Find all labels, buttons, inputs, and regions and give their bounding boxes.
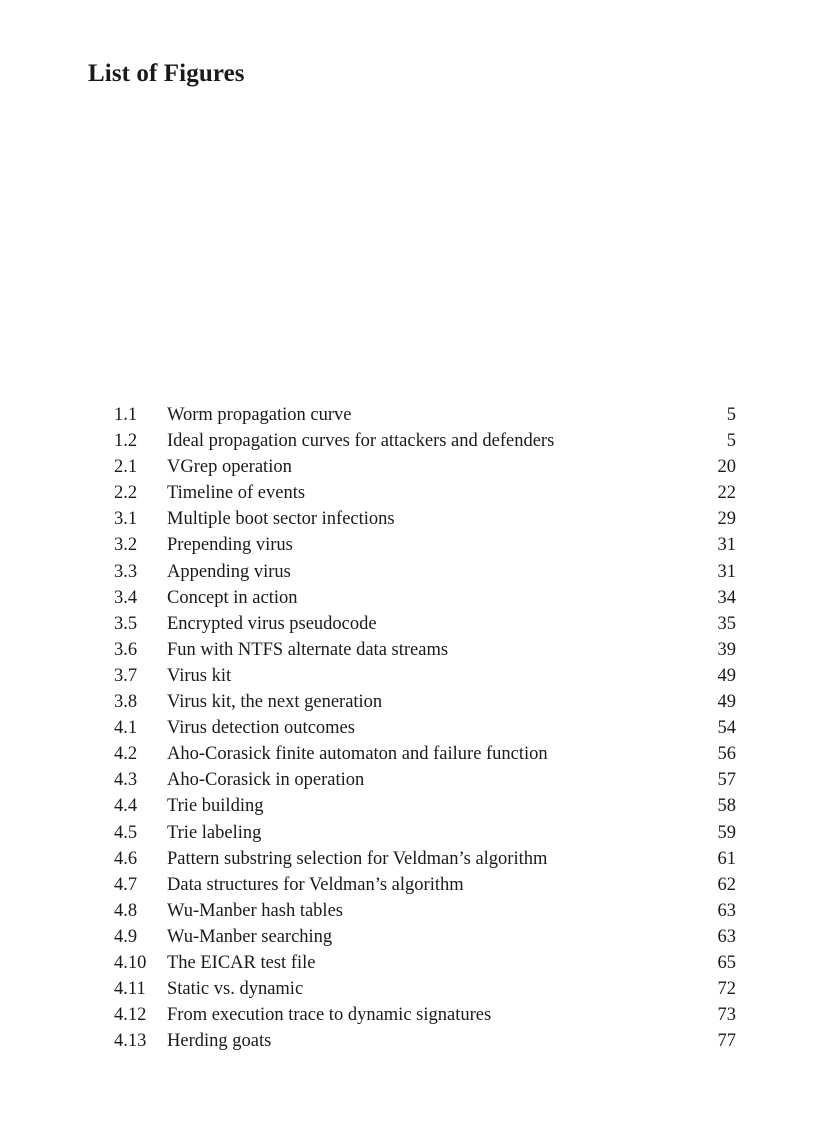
figure-page-number: 49 bbox=[717, 692, 736, 713]
figure-number: 2.2 bbox=[114, 483, 138, 504]
figure-page-number: 62 bbox=[717, 874, 736, 895]
figure-title: Multiple boot sector infections bbox=[167, 509, 395, 530]
figure-title: Wu-Manber searching bbox=[167, 926, 333, 947]
figure-page-number: 72 bbox=[717, 979, 736, 1000]
figure-entry bbox=[114, 585, 736, 611]
figure-title: Ideal propagation curves for attackers and defenders bbox=[167, 431, 555, 452]
figure-entry bbox=[114, 976, 736, 1002]
figure-page-number: 49 bbox=[717, 665, 736, 686]
figure-number: 3.6 bbox=[114, 639, 138, 660]
figure-title: Pattern substring selection for Veldman’s algorithm bbox=[167, 848, 548, 869]
figure-number: 1.1 bbox=[114, 405, 138, 425]
figure-page-number: 5 bbox=[726, 431, 736, 452]
figure-number: 4.1 bbox=[114, 718, 138, 739]
figure-entry bbox=[114, 846, 736, 872]
figure-page-number: 63 bbox=[717, 900, 736, 921]
figure-number: 4.6 bbox=[114, 848, 138, 869]
figure-page-number: 61 bbox=[717, 848, 736, 869]
figure-entry bbox=[114, 1002, 736, 1028]
figure-page-number: 31 bbox=[717, 535, 736, 556]
figure-number: 4.13 bbox=[114, 1031, 147, 1052]
figure-number: 4.12 bbox=[114, 1005, 147, 1026]
figure-number: 4.4 bbox=[114, 796, 138, 817]
figure-entry bbox=[114, 402, 736, 428]
figure-title: Timeline of events bbox=[167, 483, 306, 504]
figure-number: 4.11 bbox=[114, 979, 146, 1000]
figure-number: 4.10 bbox=[114, 952, 147, 973]
figure-entry bbox=[114, 689, 736, 715]
figure-number: 3.3 bbox=[114, 561, 138, 582]
figure-title: The EICAR test file bbox=[167, 952, 316, 973]
figure-entry bbox=[114, 741, 736, 767]
figure-title: Trie building bbox=[167, 796, 264, 817]
figure-entry bbox=[114, 611, 736, 637]
figure-number: 4.2 bbox=[114, 744, 138, 765]
figure-number: 4.8 bbox=[114, 900, 138, 921]
figure-entry bbox=[114, 532, 736, 558]
figure-title: Data structures for Veldman’s algorithm bbox=[167, 874, 464, 895]
figure-entry bbox=[114, 715, 736, 741]
figure-number: 2.1 bbox=[114, 457, 138, 478]
figure-number: 4.3 bbox=[114, 770, 138, 791]
figure-page-number: 54 bbox=[717, 718, 736, 739]
figure-title: Herding goats bbox=[167, 1031, 272, 1052]
figure-entry bbox=[114, 872, 736, 898]
figure-page-number: 57 bbox=[717, 770, 736, 791]
figure-title: Virus kit bbox=[167, 665, 232, 686]
figure-title: Appending virus bbox=[167, 561, 291, 582]
figure-title: Concept in action bbox=[167, 587, 298, 608]
figure-title: Aho-Corasick in operation bbox=[167, 770, 365, 791]
figure-page-number: 29 bbox=[717, 509, 736, 530]
figure-number: 4.9 bbox=[114, 926, 138, 947]
figure-entry bbox=[114, 663, 736, 689]
figure-title: From execution trace to dynamic signatures bbox=[167, 1005, 492, 1026]
figure-page-number: 63 bbox=[717, 926, 736, 947]
figure-title: Aho-Corasick finite automaton and failure function bbox=[167, 744, 548, 765]
figure-entry bbox=[114, 480, 736, 506]
figure-page-number: 58 bbox=[717, 796, 736, 817]
figure-page-number: 34 bbox=[717, 587, 736, 608]
figure-entry bbox=[114, 924, 736, 950]
figure-title: Virus kit, the next generation bbox=[167, 692, 383, 713]
figure-number: 3.2 bbox=[114, 535, 138, 556]
figure-page-number: 31 bbox=[717, 561, 736, 582]
figure-page-number: 39 bbox=[717, 639, 736, 660]
figure-page-number: 5 bbox=[726, 405, 736, 425]
figure-entry bbox=[114, 428, 736, 454]
figure-title: Fun with NTFS alternate data streams bbox=[167, 639, 449, 660]
figure-page-number: 20 bbox=[717, 457, 736, 478]
page-title: List of Figures bbox=[88, 60, 245, 87]
figure-title: Encrypted virus pseudocode bbox=[167, 613, 377, 634]
figure-entry bbox=[114, 1028, 736, 1054]
figure-entry bbox=[114, 898, 736, 924]
figure-entry bbox=[114, 767, 736, 793]
figure-entry bbox=[114, 820, 736, 846]
figure-number: 3.5 bbox=[114, 613, 138, 634]
figure-title: Worm propagation curve bbox=[167, 405, 352, 425]
figure-title: Static vs. dynamic bbox=[167, 979, 304, 1000]
figure-entry bbox=[114, 506, 736, 532]
figure-title: Virus detection outcomes bbox=[167, 718, 355, 739]
figure-list bbox=[114, 402, 736, 1054]
figure-entry bbox=[114, 454, 736, 480]
figure-number: 3.8 bbox=[114, 692, 138, 713]
figure-number: 3.7 bbox=[114, 665, 138, 686]
figure-entry bbox=[114, 793, 736, 819]
figure-page-number: 65 bbox=[717, 952, 736, 973]
figure-entry bbox=[114, 637, 736, 663]
figure-number: 3.1 bbox=[114, 509, 138, 530]
figure-title: Trie labeling bbox=[167, 822, 262, 843]
figure-page-number: 59 bbox=[717, 822, 736, 843]
figure-title: Prepending virus bbox=[167, 535, 293, 556]
figure-title: VGrep operation bbox=[167, 457, 292, 478]
figure-page-number: 56 bbox=[717, 744, 736, 765]
figure-page-number: 35 bbox=[717, 613, 736, 634]
figure-page-number: 77 bbox=[717, 1031, 736, 1052]
figure-page-number: 22 bbox=[717, 483, 736, 504]
figure-number: 4.5 bbox=[114, 822, 138, 843]
figure-number: 1.2 bbox=[114, 431, 138, 452]
figure-entry bbox=[114, 559, 736, 585]
figure-page-number: 73 bbox=[717, 1005, 736, 1026]
figure-number: 3.4 bbox=[114, 587, 138, 608]
figure-number: 4.7 bbox=[114, 874, 138, 895]
figure-title: Wu-Manber hash tables bbox=[167, 900, 343, 921]
figure-entry bbox=[114, 950, 736, 976]
